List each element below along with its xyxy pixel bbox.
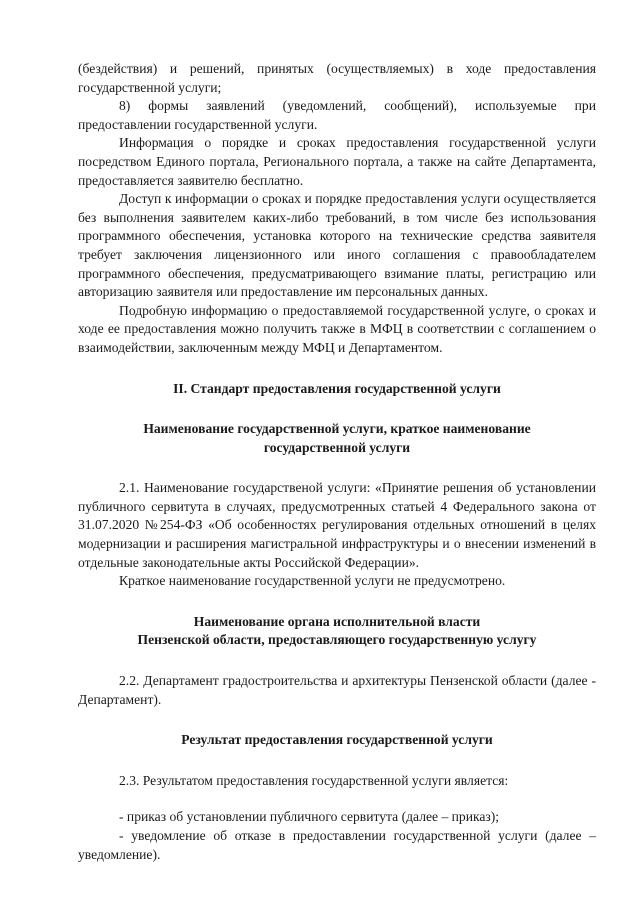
paragraph: Подробную информацию о предоставляемой государственной услуге, о сроках и ходе ее предоставления можно получить также в МФЦ в соответствии с соглашением о взаимодействии, заключенным между МФЦ и Департаментом. bbox=[78, 302, 596, 355]
paragraph: 8) формы заявлений (уведомлений, сообщений), используемые при предоставлении государственной услуги. bbox=[78, 98, 596, 132]
paragraph: Информация о порядке и сроках предоставления государственной услуги посредством Единого портала, Регионального портала, а также на сайте Департамента, предоставляется заявителю бесплатно. bbox=[78, 135, 596, 188]
subsection-heading: Результат предоставления государственной услуги bbox=[181, 732, 493, 748]
list-item: - уведомление об отказе в предоставлении государственной услуги (далее – уведомление). bbox=[78, 828, 596, 862]
paragraph: 2.2. Департамент градостроительства и архитектуры Пензенской области (далее - Департамент). bbox=[78, 673, 596, 707]
heading-line: государственной услуги bbox=[263, 439, 411, 455]
heading-line: Пензенской области, предоставляющего государственную услугу bbox=[137, 632, 537, 648]
paragraph: (бездействия) и решений, принятых (осуществляемых) в ходе предоставления государственной услуги; bbox=[78, 61, 596, 95]
paragraph: Краткое наименование государственной услуги не предусмотрено. bbox=[119, 573, 506, 589]
paragraph: 2.1. Наименование государственой услуги: «Принятие решения об установлении публичного сервитута в случаях, предусмотренных статьей 4 Федерального закона от 31.07.2020 №254-ФЗ «Об особенностях регулирования отдельных отношений в целях модернизации и расширения магистральной инфраструктуры и о внесении изменений в отдельные законодательные акты Российской Федерации». bbox=[78, 480, 596, 570]
document-page bbox=[78, 60, 596, 864]
paragraph: Доступ к информации о сроках и порядке предоставления услуги осуществляется без выполнения заявителем каких-либо требований, в том числе без использования программного обеспечения, установка которого на технические средства заявителя требует заключения лицензионного или иного соглашения с правообладателем программного обеспечения, предусматривающего взимание платы, регистрацию или авторизацию заявителя или предоставление им персональных данных. bbox=[78, 191, 596, 300]
subsection-heading bbox=[78, 420, 596, 457]
section-title: II. Стандарт предоставления государственной услуги bbox=[173, 380, 501, 396]
heading-line: Наименование государственной услуги, краткое наименование bbox=[143, 421, 531, 437]
heading-line: Наименование органа исполнительной власти bbox=[193, 613, 481, 629]
subsection-heading bbox=[78, 613, 596, 650]
list-item: - приказ об установлении публичного сервитута (далее – приказ); bbox=[119, 809, 500, 825]
paragraph: 2.3. Результатом предоставления государственной услуги является: bbox=[119, 772, 509, 788]
